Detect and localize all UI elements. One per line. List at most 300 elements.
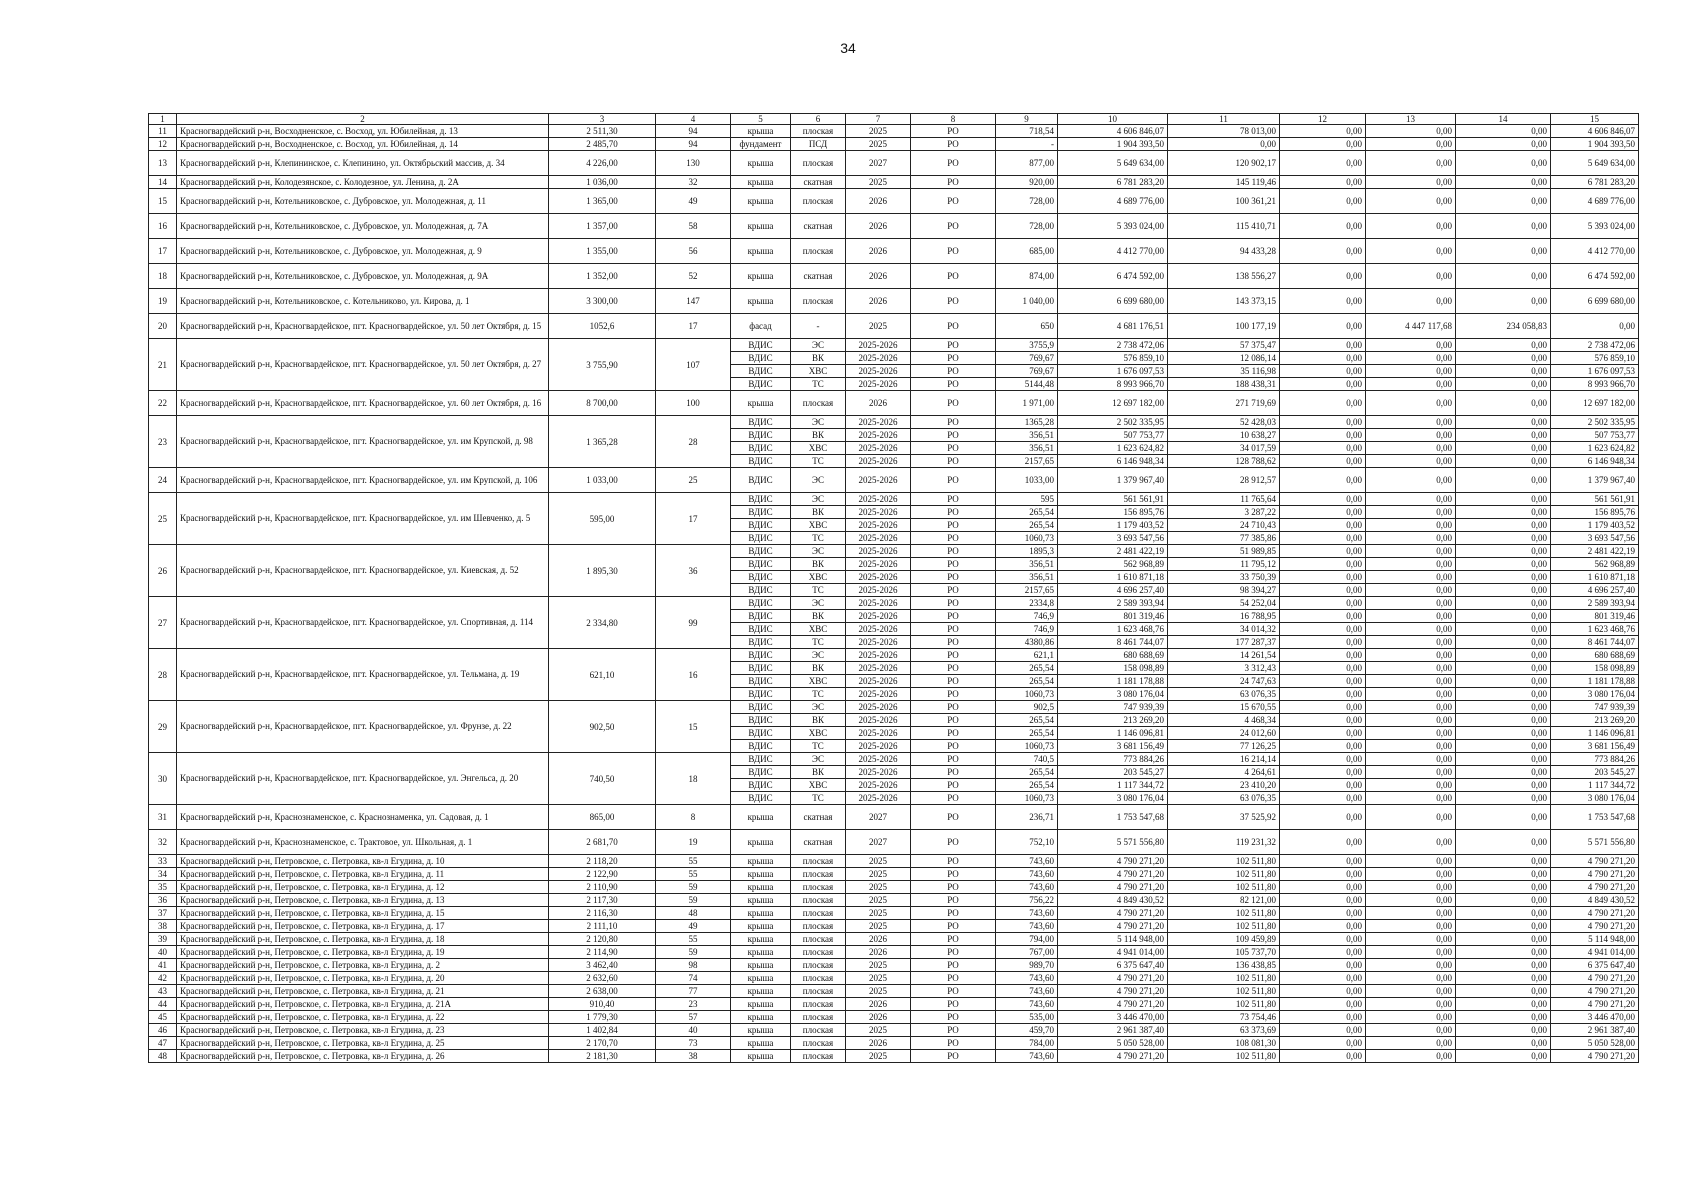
fund-local: 0,00 [1456, 532, 1551, 545]
work-type: крыша [731, 176, 791, 189]
fund-regional: 0,00 [1366, 391, 1456, 416]
method: РО [911, 532, 996, 545]
volume: 1060,73 [996, 740, 1058, 753]
method: РО [911, 352, 996, 365]
volume: 2157,65 [996, 455, 1058, 468]
fund-regional: 0,00 [1366, 493, 1456, 506]
fund-federal: 0,00 [1280, 920, 1366, 933]
fund-owners: 1 179 403,52 [1551, 519, 1639, 532]
fund-local: 0,00 [1456, 649, 1551, 662]
volume: 769,67 [996, 365, 1058, 378]
work-subtype: ВК [791, 766, 846, 779]
fund-federal: 0,00 [1280, 519, 1366, 532]
fund-owners: 5 114 948,00 [1551, 933, 1639, 946]
residents-count: 58 [656, 214, 731, 239]
address: Красногвардейский р-н, Восходненское, с. Восход, ул. Юбилейная, д. 13 [177, 125, 549, 138]
row-number: 24 [149, 468, 177, 493]
table-row [149, 946, 1639, 959]
cost-per-unit: 188 438,31 [1168, 378, 1280, 391]
cost-total: 12 697 182,00 [1058, 391, 1168, 416]
fund-owners: 1 753 547,68 [1551, 805, 1639, 830]
period: 2025-2026 [846, 701, 911, 714]
cost-total: 4 689 776,00 [1058, 189, 1168, 214]
address: Красногвардейский р-н, Петровское, с. Петровка, кв-л Егудина, д. 22 [177, 1011, 549, 1024]
work-type: крыша [731, 1037, 791, 1050]
work-subtype: ЭС [791, 701, 846, 714]
work-subtype: плоская [791, 881, 846, 894]
table-row [149, 753, 1639, 766]
volume: 5144,48 [996, 378, 1058, 391]
address: Красногвардейский р-н, Колодезянское, с. Колодезное, ул. Ленина, д. 2А [177, 176, 549, 189]
cost-total: 3 446 470,00 [1058, 1011, 1168, 1024]
period: 2025 [846, 1024, 911, 1037]
fund-regional: 0,00 [1366, 985, 1456, 998]
cost-per-unit: 94 433,28 [1168, 239, 1280, 264]
table-row [149, 289, 1639, 314]
method: РО [911, 636, 996, 649]
fund-regional: 0,00 [1366, 701, 1456, 714]
work-type: ВДИС [731, 365, 791, 378]
address: Красногвардейский р-н, Красногвардейское, пгт. Красногвардейское, ул. им Шевченко, д. 5 [177, 493, 549, 545]
total-area: 2 181,30 [549, 1050, 656, 1063]
method: РО [911, 519, 996, 532]
volume: 767,00 [996, 946, 1058, 959]
period: 2025 [846, 868, 911, 881]
work-subtype: ЭС [791, 753, 846, 766]
fund-federal: 0,00 [1280, 855, 1366, 868]
period: 2025 [846, 176, 911, 189]
total-area: 1 355,00 [549, 239, 656, 264]
fund-federal: 0,00 [1280, 493, 1366, 506]
period: 2025 [846, 881, 911, 894]
period: 2025 [846, 985, 911, 998]
fund-owners: 576 859,10 [1551, 352, 1639, 365]
fund-federal: 0,00 [1280, 792, 1366, 805]
cost-per-unit: 73 754,46 [1168, 1011, 1280, 1024]
period: 2026 [846, 391, 911, 416]
fund-regional: 0,00 [1366, 779, 1456, 792]
period: 2027 [846, 151, 911, 176]
period: 2025-2026 [846, 610, 911, 623]
residents-count: 32 [656, 176, 731, 189]
column-number-7: 7 [846, 114, 911, 125]
fund-regional: 0,00 [1366, 442, 1456, 455]
volume: 459,70 [996, 1024, 1058, 1037]
volume: 2334,8 [996, 597, 1058, 610]
volume: 535,00 [996, 1011, 1058, 1024]
method: РО [911, 779, 996, 792]
volume: 743,60 [996, 998, 1058, 1011]
table-row [149, 339, 1639, 352]
period: 2026 [846, 933, 911, 946]
cost-total: 4 790 271,20 [1058, 907, 1168, 920]
fund-owners: 4 790 271,20 [1551, 985, 1639, 998]
address: Красногвардейский р-н, Красногвардейское, пгт. Красногвардейское, ул. Спортивная, д. 114 [177, 597, 549, 649]
total-area: 1 033,00 [549, 468, 656, 493]
work-type: ВДИС [731, 740, 791, 753]
work-subtype: ХВС [791, 675, 846, 688]
volume: 621,1 [996, 649, 1058, 662]
fund-federal: 0,00 [1280, 125, 1366, 138]
fund-regional: 0,00 [1366, 972, 1456, 985]
fund-regional: 0,00 [1366, 597, 1456, 610]
cost-per-unit: 105 737,70 [1168, 946, 1280, 959]
residents-count: 56 [656, 239, 731, 264]
fund-local: 0,00 [1456, 868, 1551, 881]
cost-per-unit: 52 428,03 [1168, 416, 1280, 429]
work-subtype: плоская [791, 1050, 846, 1063]
cost-per-unit: 78 013,00 [1168, 125, 1280, 138]
method: РО [911, 378, 996, 391]
work-type: ВДИС [731, 558, 791, 571]
total-area: 2 170,70 [549, 1037, 656, 1050]
fund-federal: 0,00 [1280, 830, 1366, 855]
fund-local: 0,00 [1456, 636, 1551, 649]
fund-local: 0,00 [1456, 998, 1551, 1011]
fund-owners: 1 904 393,50 [1551, 138, 1639, 151]
table-row [149, 933, 1639, 946]
cost-per-unit: 16 214,14 [1168, 753, 1280, 766]
residents-count: 59 [656, 894, 731, 907]
volume: 1060,73 [996, 532, 1058, 545]
fund-local: 0,00 [1456, 571, 1551, 584]
work-type: крыша [731, 151, 791, 176]
method: РО [911, 662, 996, 675]
row-number: 48 [149, 1050, 177, 1063]
residents-count: 23 [656, 998, 731, 1011]
column-number-6: 6 [791, 114, 846, 125]
cost-total: 4 681 176,51 [1058, 314, 1168, 339]
address: Красногвардейский р-н, Краснознаменское, с. Трактовое, ул. Школьная, д. 1 [177, 830, 549, 855]
volume: 1033,00 [996, 468, 1058, 493]
column-number-15: 15 [1551, 114, 1639, 125]
volume: 356,51 [996, 571, 1058, 584]
fund-local: 0,00 [1456, 1011, 1551, 1024]
address: Красногвардейский р-н, Котельниковское, с. Дубровское, ул. Молодежная, д. 9А [177, 264, 549, 289]
work-type: ВДИС [731, 610, 791, 623]
volume: 756,22 [996, 894, 1058, 907]
cost-total: 5 393 024,00 [1058, 214, 1168, 239]
method: РО [911, 688, 996, 701]
period: 2025-2026 [846, 442, 911, 455]
period: 2025-2026 [846, 649, 911, 662]
cost-total: 747 939,39 [1058, 701, 1168, 714]
method: РО [911, 365, 996, 378]
volume: 1 040,00 [996, 289, 1058, 314]
period: 2025-2026 [846, 378, 911, 391]
volume: 1 971,00 [996, 391, 1058, 416]
method: РО [911, 985, 996, 998]
fund-regional: 0,00 [1366, 959, 1456, 972]
fund-owners: 4 790 271,20 [1551, 855, 1639, 868]
total-area: 2 122,90 [549, 868, 656, 881]
fund-local: 0,00 [1456, 429, 1551, 442]
work-subtype: плоская [791, 920, 846, 933]
fund-regional: 0,00 [1366, 610, 1456, 623]
fund-local: 0,00 [1456, 792, 1551, 805]
fund-local: 0,00 [1456, 545, 1551, 558]
cost-per-unit: 109 459,89 [1168, 933, 1280, 946]
total-area: 2 110,90 [549, 881, 656, 894]
address: Красногвардейский р-н, Красногвардейское, пгт. Красногвардейское, ул. 60 лет Октября, д. 16 [177, 391, 549, 416]
address: Красногвардейский р-н, Петровское, с. Петровка, кв-л Егудина, д. 19 [177, 946, 549, 959]
fund-owners: 2 481 422,19 [1551, 545, 1639, 558]
cost-total: 1 676 097,53 [1058, 365, 1168, 378]
table-row [149, 468, 1639, 493]
method: РО [911, 597, 996, 610]
period: 2025-2026 [846, 352, 911, 365]
period: 2026 [846, 1011, 911, 1024]
method: РО [911, 584, 996, 597]
fund-federal: 0,00 [1280, 532, 1366, 545]
fund-local: 0,00 [1456, 264, 1551, 289]
fund-owners: 562 968,89 [1551, 558, 1639, 571]
row-number: 35 [149, 881, 177, 894]
cost-per-unit: 3 312,43 [1168, 662, 1280, 675]
work-subtype: плоская [791, 239, 846, 264]
fund-regional: 0,00 [1366, 623, 1456, 636]
total-area: 3 755,90 [549, 339, 656, 391]
volume: 743,60 [996, 868, 1058, 881]
address: Красногвардейский р-н, Петровское, с. Петровка, кв-л Егудина, д. 20 [177, 972, 549, 985]
fund-federal: 0,00 [1280, 881, 1366, 894]
work-type: крыша [731, 391, 791, 416]
table-row [149, 907, 1639, 920]
column-number-9: 9 [996, 114, 1058, 125]
row-number: 15 [149, 189, 177, 214]
work-type: ВДИС [731, 779, 791, 792]
fund-local: 0,00 [1456, 779, 1551, 792]
column-number-2: 2 [177, 114, 549, 125]
method: РО [911, 391, 996, 416]
fund-local: 0,00 [1456, 519, 1551, 532]
row-number: 18 [149, 264, 177, 289]
method: РО [911, 740, 996, 753]
fund-federal: 0,00 [1280, 766, 1366, 779]
table-row [149, 1011, 1639, 1024]
row-number: 43 [149, 985, 177, 998]
fund-local: 0,00 [1456, 920, 1551, 933]
address: Красногвардейский р-н, Красногвардейское, пгт. Красногвардейское, ул. им Крупской, д. 106 [177, 468, 549, 493]
column-number-3: 3 [549, 114, 656, 125]
work-type: крыша [731, 907, 791, 920]
row-number: 31 [149, 805, 177, 830]
cost-per-unit: 145 119,46 [1168, 176, 1280, 189]
column-number-10: 10 [1058, 114, 1168, 125]
cost-total: 4 941 014,00 [1058, 946, 1168, 959]
cost-per-unit: 102 511,80 [1168, 920, 1280, 933]
method: РО [911, 701, 996, 714]
table-row [149, 881, 1639, 894]
table-body [149, 125, 1639, 1063]
work-subtype: плоская [791, 1037, 846, 1050]
fund-regional: 0,00 [1366, 429, 1456, 442]
cost-per-unit: 136 438,85 [1168, 959, 1280, 972]
residents-count: 99 [656, 597, 731, 649]
cost-total: 6 474 592,00 [1058, 264, 1168, 289]
fund-local: 0,00 [1456, 442, 1551, 455]
row-number: 11 [149, 125, 177, 138]
period: 2025 [846, 855, 911, 868]
total-area: 2 334,80 [549, 597, 656, 649]
fund-local: 0,00 [1456, 946, 1551, 959]
residents-count: 100 [656, 391, 731, 416]
total-area: 3 300,00 [549, 289, 656, 314]
volume: - [996, 138, 1058, 151]
fund-owners: 801 319,46 [1551, 610, 1639, 623]
fund-federal: 0,00 [1280, 727, 1366, 740]
work-subtype: плоская [791, 289, 846, 314]
fund-local: 234 058,83 [1456, 314, 1551, 339]
fund-federal: 0,00 [1280, 1050, 1366, 1063]
fund-regional: 0,00 [1366, 714, 1456, 727]
period: 2027 [846, 830, 911, 855]
method: РО [911, 959, 996, 972]
fund-regional: 0,00 [1366, 830, 1456, 855]
fund-federal: 0,00 [1280, 352, 1366, 365]
total-area: 1 357,00 [549, 214, 656, 239]
method: РО [911, 830, 996, 855]
fund-federal: 0,00 [1280, 264, 1366, 289]
row-number: 19 [149, 289, 177, 314]
method: РО [911, 920, 996, 933]
fund-federal: 0,00 [1280, 584, 1366, 597]
fund-regional: 0,00 [1366, 933, 1456, 946]
fund-federal: 0,00 [1280, 558, 1366, 571]
fund-regional: 0,00 [1366, 571, 1456, 584]
cost-per-unit: 4 264,61 [1168, 766, 1280, 779]
fund-owners: 4 696 257,40 [1551, 584, 1639, 597]
volume: 356,51 [996, 558, 1058, 571]
fund-regional: 0,00 [1366, 189, 1456, 214]
work-type: ВДИС [731, 468, 791, 493]
fund-local: 0,00 [1456, 972, 1551, 985]
residents-count: 19 [656, 830, 731, 855]
cost-per-unit: 102 511,80 [1168, 907, 1280, 920]
method: РО [911, 727, 996, 740]
fund-owners: 4 790 271,20 [1551, 998, 1639, 1011]
volume: 265,54 [996, 662, 1058, 675]
fund-local: 0,00 [1456, 985, 1551, 998]
work-type: ВДИС [731, 571, 791, 584]
fund-owners: 12 697 182,00 [1551, 391, 1639, 416]
total-area: 4 226,00 [549, 151, 656, 176]
method: РО [911, 766, 996, 779]
cost-per-unit: 108 081,30 [1168, 1037, 1280, 1050]
method: РО [911, 442, 996, 455]
work-subtype: плоская [791, 391, 846, 416]
cost-per-unit: 11 795,12 [1168, 558, 1280, 571]
method: РО [911, 429, 996, 442]
work-subtype: плоская [791, 151, 846, 176]
fund-local: 0,00 [1456, 584, 1551, 597]
fund-regional: 0,00 [1366, 946, 1456, 959]
period: 2025 [846, 894, 911, 907]
fund-owners: 1 623 624,82 [1551, 442, 1639, 455]
work-type: крыша [731, 1024, 791, 1037]
fund-owners: 2 961 387,40 [1551, 1024, 1639, 1037]
period: 2025-2026 [846, 597, 911, 610]
cost-total: 3 693 547,56 [1058, 532, 1168, 545]
cost-per-unit: 14 261,54 [1168, 649, 1280, 662]
column-number-5: 5 [731, 114, 791, 125]
volume: 356,51 [996, 442, 1058, 455]
table-header [149, 114, 1639, 125]
row-number: 25 [149, 493, 177, 545]
work-subtype: плоская [791, 907, 846, 920]
table-row [149, 239, 1639, 264]
fund-owners: 6 781 283,20 [1551, 176, 1639, 189]
cost-total: 156 895,76 [1058, 506, 1168, 519]
cost-total: 6 375 647,40 [1058, 959, 1168, 972]
work-type: ВДИС [731, 753, 791, 766]
fund-owners: 4 412 770,00 [1551, 239, 1639, 264]
work-subtype: плоская [791, 998, 846, 1011]
volume: 743,60 [996, 985, 1058, 998]
volume: 902,5 [996, 701, 1058, 714]
fund-regional: 0,00 [1366, 138, 1456, 151]
work-subtype: ТС [791, 740, 846, 753]
work-subtype: ТС [791, 455, 846, 468]
period: 2025-2026 [846, 727, 911, 740]
volume: 746,9 [996, 610, 1058, 623]
fund-federal: 0,00 [1280, 662, 1366, 675]
row-number: 47 [149, 1037, 177, 1050]
residents-count: 38 [656, 1050, 731, 1063]
work-subtype: скатная [791, 805, 846, 830]
work-subtype: плоская [791, 855, 846, 868]
residents-count: 73 [656, 1037, 731, 1050]
period: 2025 [846, 907, 911, 920]
fund-owners: 4 790 271,20 [1551, 881, 1639, 894]
residents-count: 59 [656, 946, 731, 959]
work-subtype: плоская [791, 959, 846, 972]
total-area: 2 120,80 [549, 933, 656, 946]
fund-owners: 3 681 156,49 [1551, 740, 1639, 753]
volume: 650 [996, 314, 1058, 339]
total-area: 2 632,60 [549, 972, 656, 985]
fund-federal: 0,00 [1280, 972, 1366, 985]
work-subtype: ЭС [791, 545, 846, 558]
work-type: ВДИС [731, 532, 791, 545]
fund-federal: 0,00 [1280, 545, 1366, 558]
work-type: ВДИС [731, 766, 791, 779]
address: Красногвардейский р-н, Петровское, с. Петровка, кв-л Егудина, д. 2 [177, 959, 549, 972]
method: РО [911, 506, 996, 519]
fund-owners: 2 502 335,95 [1551, 416, 1639, 429]
fund-local: 0,00 [1456, 493, 1551, 506]
fund-regional: 0,00 [1366, 868, 1456, 881]
work-type: ВДИС [731, 649, 791, 662]
fund-federal: 0,00 [1280, 701, 1366, 714]
fund-local: 0,00 [1456, 701, 1551, 714]
total-area: 1 895,30 [549, 545, 656, 597]
cost-total: 2 961 387,40 [1058, 1024, 1168, 1037]
work-type: крыша [731, 289, 791, 314]
method: РО [911, 545, 996, 558]
period: 2025-2026 [846, 584, 911, 597]
fund-owners: 4 790 271,20 [1551, 1050, 1639, 1063]
period: 2026 [846, 1037, 911, 1050]
cost-per-unit: 100 177,19 [1168, 314, 1280, 339]
period: 2026 [846, 214, 911, 239]
cost-per-unit: 63 373,69 [1168, 1024, 1280, 1037]
work-type: крыша [731, 805, 791, 830]
total-area: 2 681,70 [549, 830, 656, 855]
fund-federal: 0,00 [1280, 998, 1366, 1011]
work-type: ВДИС [731, 597, 791, 610]
row-number: 16 [149, 214, 177, 239]
